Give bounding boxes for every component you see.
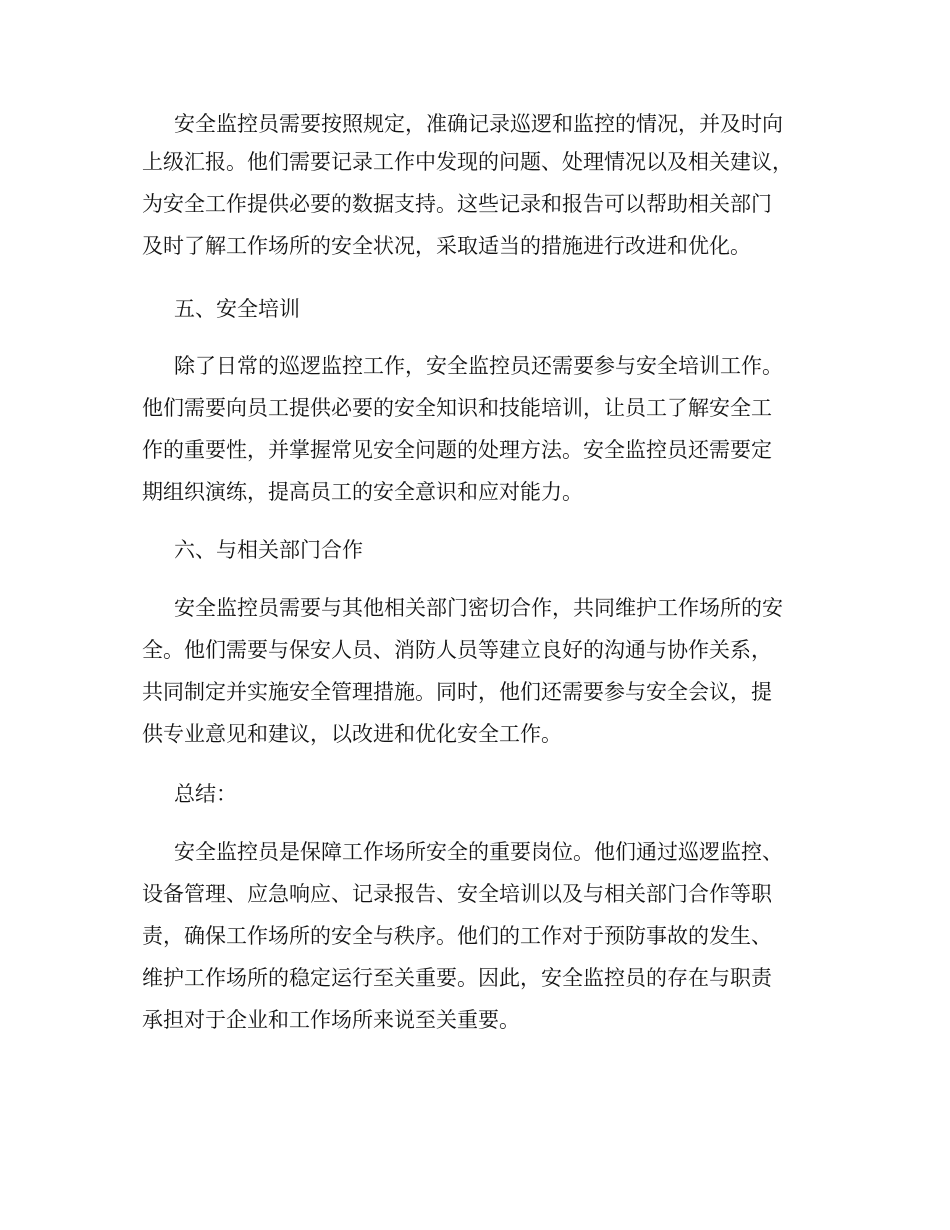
paragraph-line: 全。他们需要与保安人员、消防人员等建立良好的沟通与协作关系， — [142, 638, 772, 662]
paragraph-line: 安全监控员需要与其他相关部门密切合作，共同维护工作场所的安 — [174, 596, 783, 620]
section-heading-cooperation: 六、与相关部门合作 — [174, 538, 363, 562]
paragraph-line: 安全监控员需要按照规定，准确记录巡逻和监控的情况，并及时向 — [174, 112, 783, 136]
paragraph-line: 上级汇报。他们需要记录工作中发现的问题、处理情况以及相关建议， — [142, 150, 793, 174]
paragraph-line: 供专业意见和建议，以改进和优化安全工作。 — [142, 722, 562, 746]
paragraph-line: 维护工作场所的稳定运行至关重要。因此，安全监控员的存在与职责 — [142, 966, 772, 990]
paragraph-line: 为安全工作提供必要的数据支持。这些记录和报告可以帮助相关部门 — [142, 192, 772, 216]
paragraph-line: 设备管理、应急响应、记录报告、安全培训以及与相关部门合作等职 — [142, 882, 772, 906]
paragraph-line: 共同制定并实施安全管理措施。同时，他们还需要参与安全会议，提 — [142, 680, 772, 704]
paragraph-line: 除了日常的巡逻监控工作，安全监控员还需要参与安全培训工作。 — [174, 354, 783, 378]
paragraph-line: 及时了解工作场所的安全状况，采取适当的措施进行改进和优化。 — [142, 234, 751, 258]
paragraph-line: 承担对于企业和工作场所来说至关重要。 — [142, 1008, 520, 1032]
paragraph-line: 期组织演练，提高员工的安全意识和应对能力。 — [142, 480, 583, 504]
paragraph-line: 安全监控员是保障工作场所安全的重要岗位。他们通过巡逻监控、 — [174, 840, 783, 864]
paragraph-line: 作的重要性，并掌握常见安全问题的处理方法。安全监控员还需要定 — [142, 438, 772, 462]
paragraph-line: 责，确保工作场所的安全与秩序。他们的工作对于预防事故的发生、 — [142, 924, 772, 948]
section-heading-summary: 总结： — [174, 782, 237, 806]
section-heading-training: 五、安全培训 — [174, 297, 300, 321]
paragraph-line: 他们需要向员工提供必要的安全知识和技能培训，让员工了解安全工 — [142, 396, 772, 420]
